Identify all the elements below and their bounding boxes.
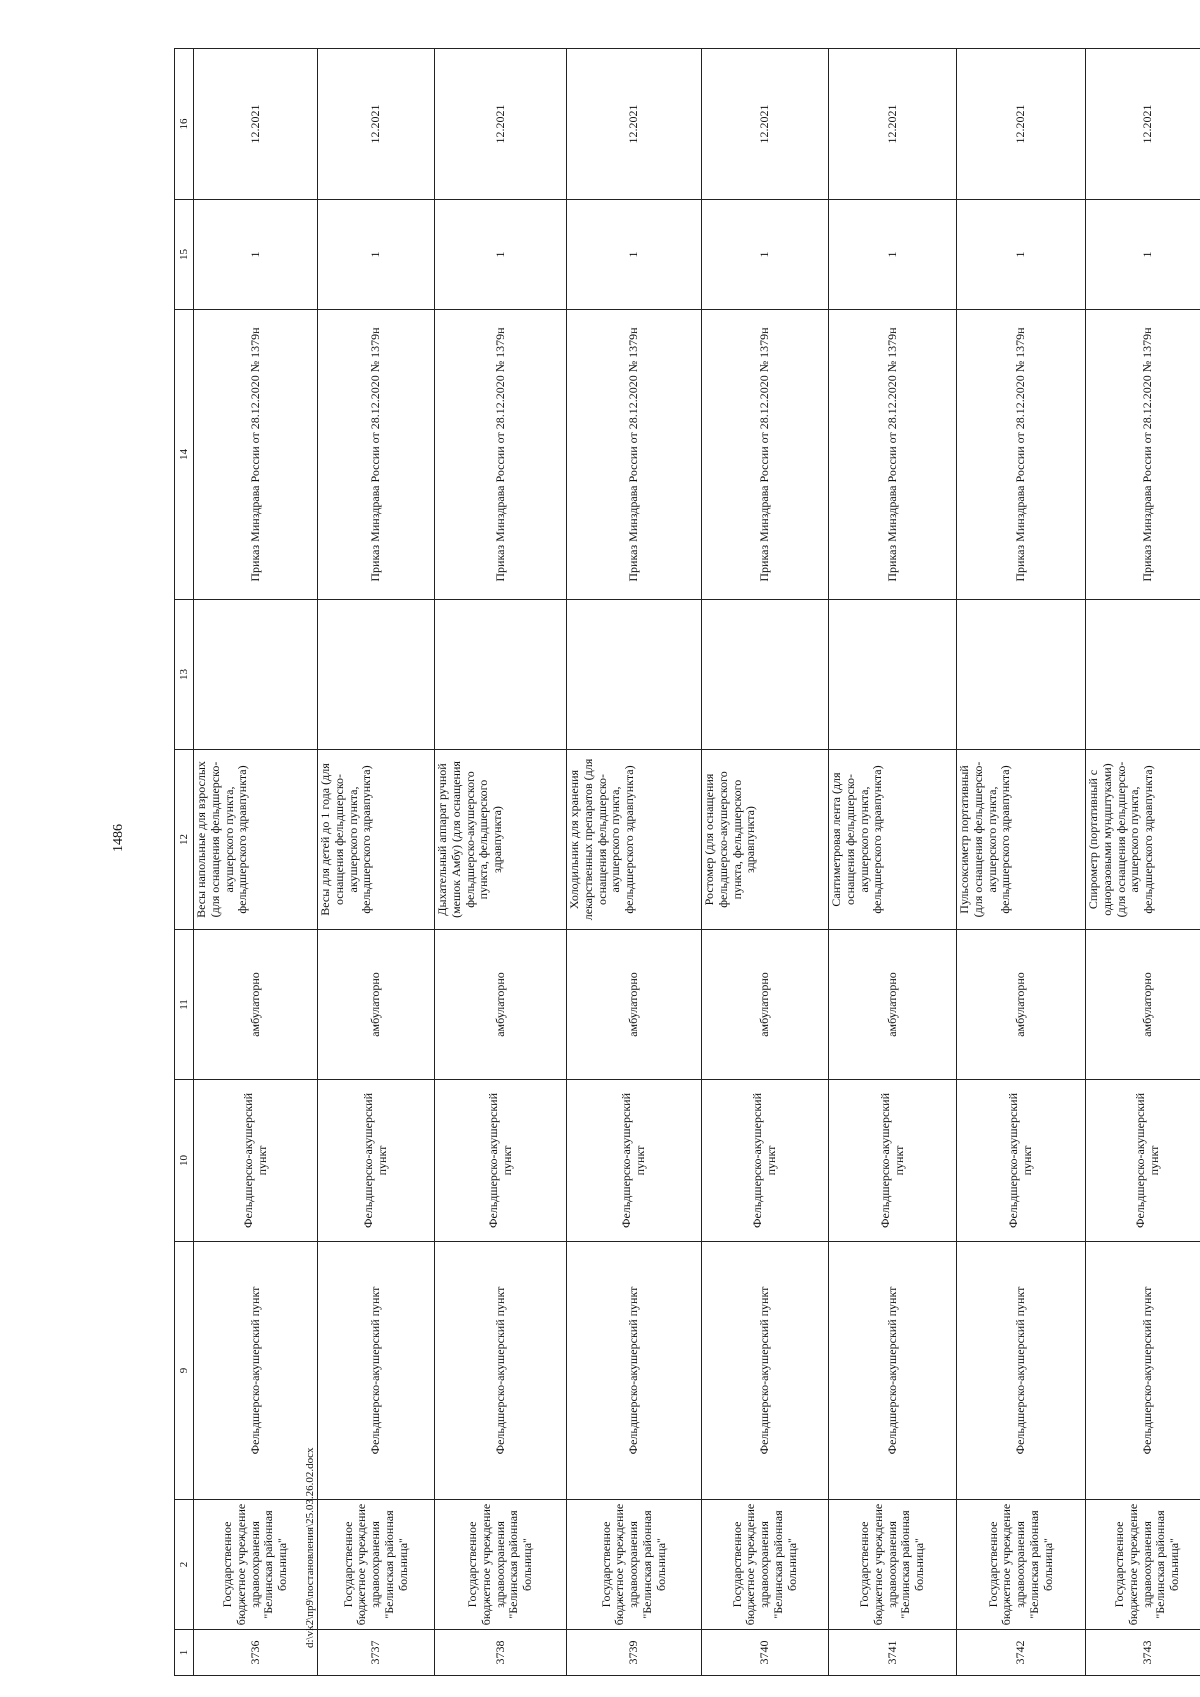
equipment-name-cell: Пульсоксиметр портативный (для оснащения фельдшерско-акушерского пункта, фельдшерского здравпункта) bbox=[957, 750, 1086, 930]
column-number-header: 1 bbox=[175, 1630, 194, 1676]
empty-cell bbox=[829, 600, 957, 750]
equipment-name-cell: Спирометр (портативный с одноразовыми мундштуками) (для оснащения фельдшерско-акушерского пункта, фельдшерского здравпункта) bbox=[1086, 750, 1200, 930]
regulation-cell: Приказ Минздрава России от 28.12.2020 № 1379н bbox=[957, 310, 1086, 600]
care-condition-cell: амбулаторно bbox=[318, 930, 435, 1080]
column-number-header: 16 bbox=[175, 49, 194, 200]
date-cell: 12.2021 bbox=[829, 49, 957, 200]
regulation-cell: Приказ Минздрава России от 28.12.2020 № 1379н bbox=[194, 310, 318, 600]
date-cell: 12.2021 bbox=[1086, 49, 1200, 200]
column-number-header: 9 bbox=[175, 1242, 194, 1500]
institution-cell: Государственное бюджетное учреждение здравоохранения "Белинская районная больница" bbox=[194, 1500, 318, 1630]
quantity-cell: 1 bbox=[567, 200, 702, 310]
page-number: 1486 bbox=[111, 824, 126, 852]
regulation-cell: Приказ Минздрава России от 28.12.2020 № 1379н bbox=[435, 310, 567, 600]
facility-type-cell: Фельдшерско-акушерский пункт bbox=[1086, 1080, 1200, 1242]
column-number-header: 11 bbox=[175, 930, 194, 1080]
empty-cell bbox=[702, 600, 829, 750]
table-row bbox=[702, 49, 829, 1676]
care-condition-cell: амбулаторно bbox=[829, 930, 957, 1080]
column-number-header: 10 bbox=[175, 1080, 194, 1242]
column-number-header: 2 bbox=[175, 1500, 194, 1630]
care-condition-cell: амбулаторно bbox=[435, 930, 567, 1080]
facility-type-cell: Фельдшерско-акушерский пункт bbox=[318, 1080, 435, 1242]
table-row bbox=[435, 49, 567, 1676]
quantity-cell: 1 bbox=[829, 200, 957, 310]
institution-cell: Государственное бюджетное учреждение здравоохранения "Белинская районная больница" bbox=[829, 1500, 957, 1630]
date-cell: 12.2021 bbox=[194, 49, 318, 200]
regulation-cell: Приказ Минздрава России от 28.12.2020 № 1379н bbox=[1086, 310, 1200, 600]
table-row bbox=[318, 49, 435, 1676]
quantity-cell: 1 bbox=[1086, 200, 1200, 310]
table-row bbox=[829, 49, 957, 1676]
facility-cell: Фельдшерско-акушерский пункт bbox=[702, 1242, 829, 1500]
table-row bbox=[957, 49, 1086, 1676]
row-number-cell: 3739 bbox=[567, 1630, 702, 1676]
column-number-header: 14 bbox=[175, 310, 194, 600]
equipment-name-cell: Дыхательный аппарат ручной (мешок Амбу) (для оснащения фельдшерско-акушерского пункта, фельдшерского здравпункта) bbox=[435, 750, 567, 930]
empty-cell bbox=[567, 600, 702, 750]
facility-type-cell: Фельдшерско-акушерский пункт bbox=[567, 1080, 702, 1242]
column-number-header: 12 bbox=[175, 750, 194, 930]
institution-cell: Государственное бюджетное учреждение здравоохранения "Белинская районная больница" bbox=[435, 1500, 567, 1630]
quantity-cell: 1 bbox=[318, 200, 435, 310]
facility-cell: Фельдшерско-акушерский пункт bbox=[318, 1242, 435, 1500]
care-condition-cell: амбулаторно bbox=[1086, 930, 1200, 1080]
facility-type-cell: Фельдшерско-акушерский пункт bbox=[435, 1080, 567, 1242]
facility-cell: Фельдшерско-акушерский пункт bbox=[1086, 1242, 1200, 1500]
date-cell: 12.2021 bbox=[702, 49, 829, 200]
facility-cell: Фельдшерско-акушерский пункт bbox=[829, 1242, 957, 1500]
facility-type-cell: Фельдшерско-акушерский пункт bbox=[702, 1080, 829, 1242]
row-number-cell: 3740 bbox=[702, 1630, 829, 1676]
facility-type-cell: Фельдшерско-акушерский пункт bbox=[194, 1080, 318, 1242]
table-row bbox=[567, 49, 702, 1676]
empty-cell bbox=[318, 600, 435, 750]
empty-cell bbox=[194, 600, 318, 750]
row-number-cell: 3736 bbox=[194, 1630, 318, 1676]
facility-cell: Фельдшерско-акушерский пункт bbox=[567, 1242, 702, 1500]
date-cell: 12.2021 bbox=[567, 49, 702, 200]
equipment-name-cell: Сантиметровая лента (для оснащения фельдшерско-акушерского пункта, фельдшерского здравпункта) bbox=[829, 750, 957, 930]
quantity-cell: 1 bbox=[957, 200, 1086, 310]
date-cell: 12.2021 bbox=[957, 49, 1086, 200]
empty-cell bbox=[435, 600, 567, 750]
column-number-header: 15 bbox=[175, 200, 194, 310]
quantity-cell: 1 bbox=[435, 200, 567, 310]
facility-cell: Фельдшерско-акушерский пункт bbox=[435, 1242, 567, 1500]
row-number-cell: 3742 bbox=[957, 1630, 1086, 1676]
equipment-name-cell: Ростомер (для оснащения фельдшерско-акушерского пункта, фельдшерского здравпункта) bbox=[702, 750, 829, 930]
care-condition-cell: амбулаторно bbox=[957, 930, 1086, 1080]
equipment-name-cell: Весы напольные для взрослых (для оснащения фельдшерско-акушерского пункта, фельдшерского здравпункта) bbox=[194, 750, 318, 930]
institution-cell: Государственное бюджетное учреждение здравоохранения "Белинская районная больница" bbox=[702, 1500, 829, 1630]
institution-cell: Государственное бюджетное учреждение здравоохранения "Белинская районная больница" bbox=[957, 1500, 1086, 1630]
institution-cell: Государственное бюджетное учреждение здравоохранения "Белинская районная больница" bbox=[567, 1500, 702, 1630]
regulation-cell: Приказ Минздрава России от 28.12.2020 № 1379н bbox=[702, 310, 829, 600]
equipment-table bbox=[174, 48, 1200, 1676]
column-number-header: 13 bbox=[175, 600, 194, 750]
facility-cell: Фельдшерско-акушерский пункт bbox=[194, 1242, 318, 1500]
empty-cell bbox=[1086, 600, 1200, 750]
facility-cell: Фельдшерско-акушерский пункт bbox=[957, 1242, 1086, 1500]
care-condition-cell: амбулаторно bbox=[194, 930, 318, 1080]
row-number-cell: 3741 bbox=[829, 1630, 957, 1676]
care-condition-cell: амбулаторно bbox=[702, 930, 829, 1080]
header-row bbox=[175, 49, 194, 1676]
table-row bbox=[194, 49, 318, 1676]
row-number-cell: 3743 bbox=[1086, 1630, 1200, 1676]
regulation-cell: Приказ Минздрава России от 28.12.2020 № 1379н bbox=[318, 310, 435, 600]
institution-cell: Государственное бюджетное учреждение здравоохранения "Белинская районная больница" bbox=[1086, 1500, 1200, 1630]
date-cell: 12.2021 bbox=[318, 49, 435, 200]
table-row bbox=[1086, 49, 1200, 1676]
facility-type-cell: Фельдшерско-акушерский пункт bbox=[829, 1080, 957, 1242]
regulation-cell: Приказ Минздрава России от 28.12.2020 № 1379н bbox=[567, 310, 702, 600]
quantity-cell: 1 bbox=[702, 200, 829, 310]
institution-cell: Государственное бюджетное учреждение здравоохранения "Белинская районная больница" bbox=[318, 1500, 435, 1630]
file-path-footer: d:\vk2\пр9\постановления\25.03.26.02.docx bbox=[304, 1447, 316, 1648]
facility-type-cell: Фельдшерско-акушерский пункт bbox=[957, 1080, 1086, 1242]
quantity-cell: 1 bbox=[194, 200, 318, 310]
empty-cell bbox=[957, 600, 1086, 750]
care-condition-cell: амбулаторно bbox=[567, 930, 702, 1080]
row-number-cell: 3737 bbox=[318, 1630, 435, 1676]
equipment-name-cell: Весы для детей до 1 года (для оснащения фельдшерско-акушерского пункта, фельдшерского здравпункта) bbox=[318, 750, 435, 930]
equipment-name-cell: Холодильник для хранения лекарственных препаратов (для оснащения фельдшерско-акушерского пункта, фельдшерского здравпункта) bbox=[567, 750, 702, 930]
date-cell: 12.2021 bbox=[435, 49, 567, 200]
regulation-cell: Приказ Минздрава России от 28.12.2020 № 1379н bbox=[829, 310, 957, 600]
row-number-cell: 3738 bbox=[435, 1630, 567, 1676]
